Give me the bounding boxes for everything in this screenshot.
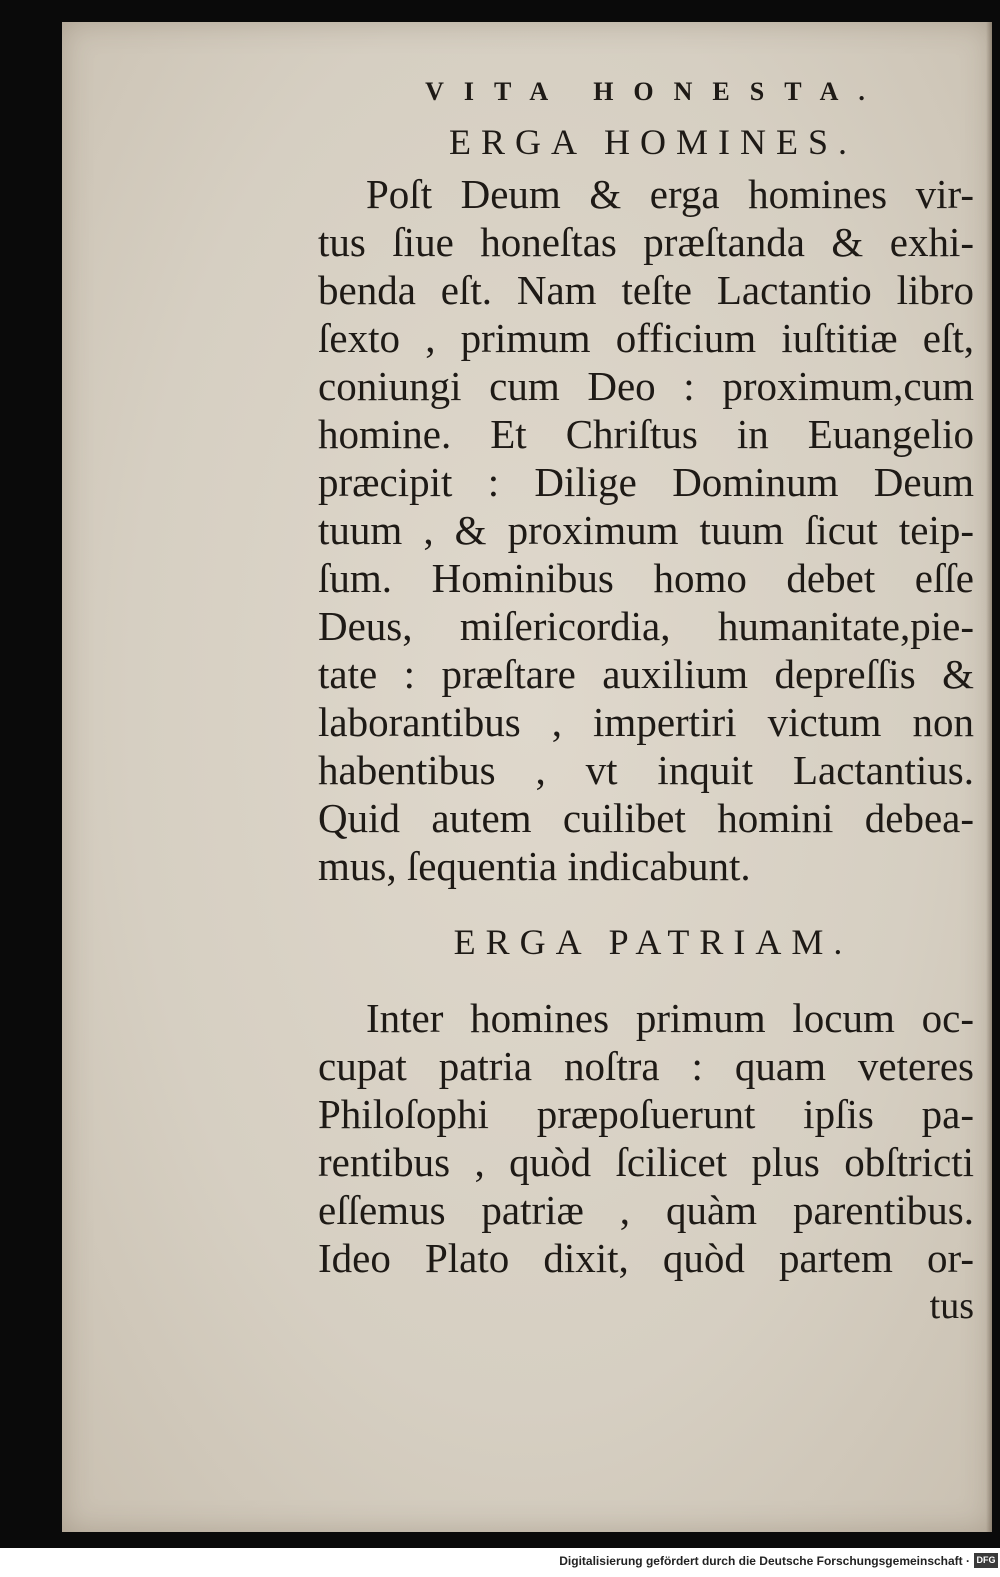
text-line: tate : præſtare auxilium depreſſis & xyxy=(318,651,974,697)
section-heading-homines: ERGA HOMINES. xyxy=(448,122,857,162)
text-line: homine. Et Chriſtus in Euangelio xyxy=(318,411,974,457)
text-line: Philoſophi præpoſuerunt ipſis pa- xyxy=(318,1091,974,1137)
text-line: Poſt Deum & erga homines vir- xyxy=(366,171,974,217)
text-line: coniungi cum Deo : proximum,cum xyxy=(318,363,974,409)
running-head: VITA HONESTA. xyxy=(425,77,885,106)
page-edge xyxy=(986,22,992,1532)
text-line: Inter homines primum locum oc- xyxy=(366,995,974,1041)
text-line: rentibus , quòd ſcilicet plus obſtricti xyxy=(318,1139,974,1185)
funding-credit: Digitalisierung gefördert durch die Deutsche Forschungsgemeinschaft · xyxy=(559,1554,970,1568)
text-block xyxy=(318,70,974,1330)
paragraph-patriam xyxy=(318,994,974,1282)
footer xyxy=(0,1548,1000,1577)
text-line: ſexto , primum officium iuſtitiæ eſt, xyxy=(318,315,974,361)
book-page xyxy=(62,22,992,1532)
text-line: eſſemus patriæ , quàm parentibus. xyxy=(318,1187,974,1233)
text-line: tuum , & proximum tuum ſicut teip- xyxy=(318,507,974,553)
text-line: præcipit : Dilige Dominum Deum xyxy=(318,459,974,505)
text-line: mus, ſequentia indicabunt. xyxy=(318,843,751,889)
catchword: tus xyxy=(929,1285,974,1327)
section-heading-patriam: ERGA PATRIAM. xyxy=(453,922,853,962)
text-line: tus ſiue honeſtas præſtanda & exhi- xyxy=(318,219,974,265)
text-line: Ideo Plato dixit, quòd partem or- xyxy=(318,1235,974,1281)
spacer xyxy=(318,970,974,994)
text-line: laborantibus , impertiri victum non xyxy=(318,699,974,745)
text-line: benda eſt. Nam teſte Lactantio libro xyxy=(318,267,974,313)
paragraph-homines xyxy=(318,170,974,890)
dfg-logo: DFG xyxy=(974,1553,998,1568)
text-line: Deus, miſericordia, humanitate,pie- xyxy=(318,603,974,649)
spacer xyxy=(318,890,974,914)
text-line: cupat patria noſtra : quam veteres xyxy=(318,1043,974,1089)
text-line: habentibus , vt inquit Lactantius. xyxy=(318,747,974,793)
text-line: ſum. Hominibus homo debet eſſe xyxy=(318,555,974,601)
text-line: Quid autem cuilibet homini debea- xyxy=(318,795,974,841)
